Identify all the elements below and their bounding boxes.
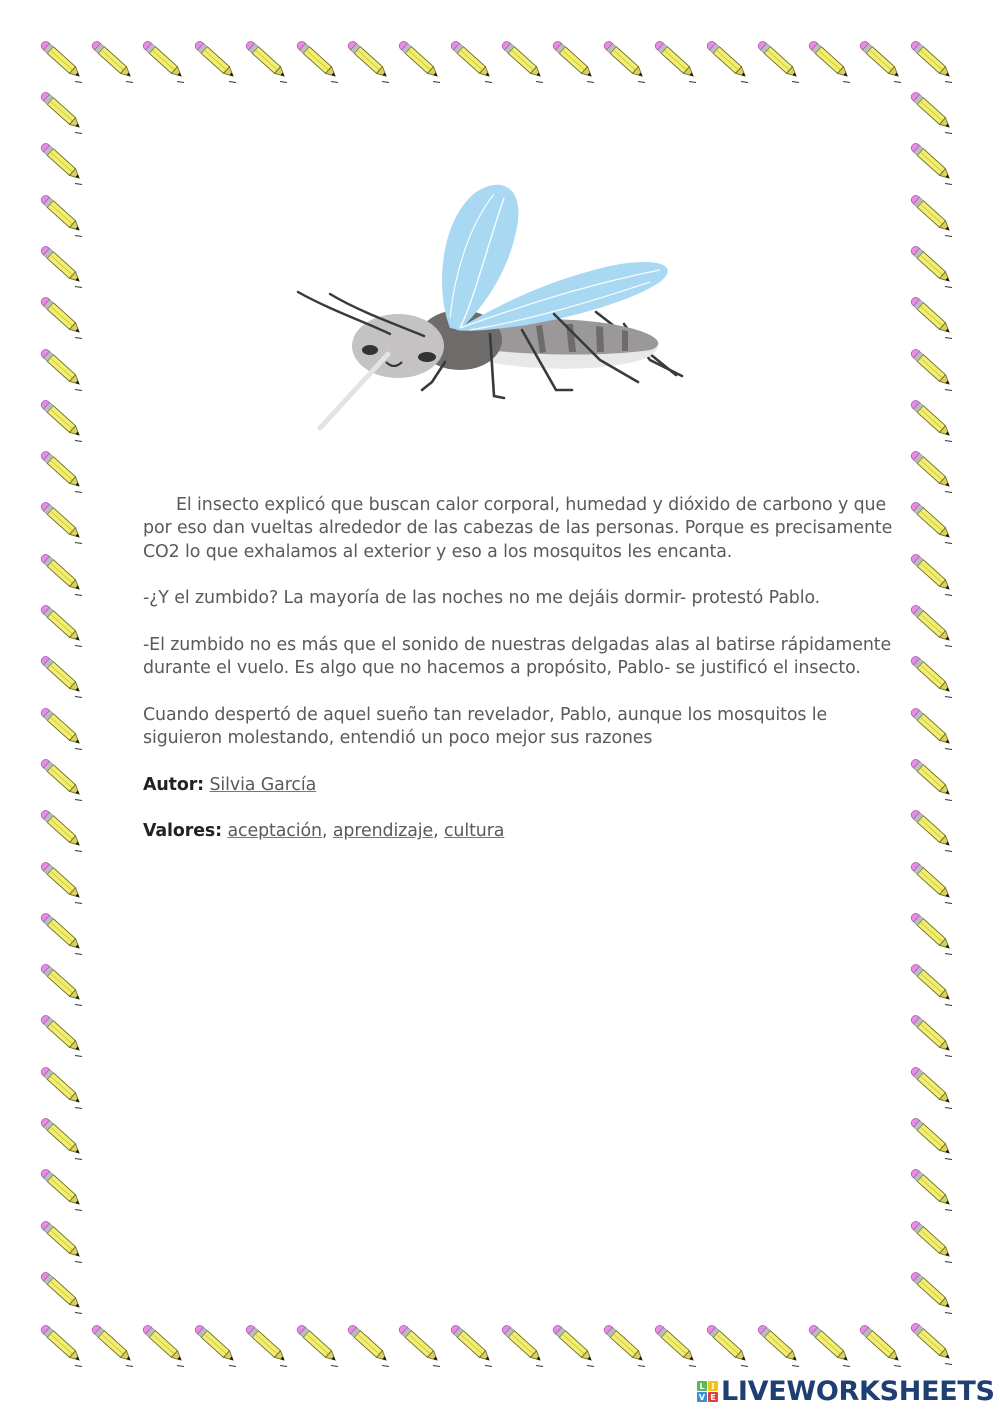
pencil-icon (910, 1168, 958, 1214)
pencil-icon (245, 40, 293, 86)
pencil-icon (654, 1324, 702, 1370)
pencil-icon (398, 40, 446, 86)
pencil-icon (245, 1324, 293, 1370)
pencil-icon (910, 399, 958, 445)
pencil-icon (757, 40, 805, 86)
value-link-aceptacion[interactable]: aceptación (227, 821, 322, 842)
logo-tiles-icon (697, 1381, 718, 1402)
pencil-icon (910, 1220, 958, 1266)
pencil-icon (910, 245, 958, 291)
mosquito-icon (290, 150, 700, 440)
pencil-icon (40, 604, 88, 650)
pencil-icon (910, 707, 958, 753)
pencil-icon (142, 40, 190, 86)
pencil-icon (706, 1324, 754, 1370)
pencil-icon (910, 1322, 958, 1368)
pencil-icon (91, 40, 139, 86)
pencil-icon (859, 1324, 907, 1370)
pencil-icon (910, 348, 958, 394)
pencil-icon (40, 1117, 88, 1163)
pencil-icon (910, 1066, 958, 1112)
pencil-icon (398, 1324, 446, 1370)
pencil-icon (40, 296, 88, 342)
pencil-icon (910, 809, 958, 855)
pencil-icon (142, 1324, 190, 1370)
pencil-icon (552, 1324, 600, 1370)
pencil-icon (40, 1324, 88, 1370)
pencil-icon (40, 707, 88, 753)
pencil-icon (40, 91, 88, 137)
liveworksheets-logo[interactable] (697, 1378, 995, 1405)
pencil-icon (910, 142, 958, 188)
pencil-icon (194, 1324, 242, 1370)
pencil-icon (859, 40, 907, 86)
pencil-icon (757, 1324, 805, 1370)
pencil-icon (910, 861, 958, 907)
pencil-icon (40, 912, 88, 958)
pencil-icon (910, 91, 958, 137)
pencil-icon (194, 40, 242, 86)
pencil-icon (347, 40, 395, 86)
logo-tile: E (708, 1392, 718, 1402)
story-text (143, 494, 903, 867)
pencil-icon (296, 40, 344, 86)
pencil-icon (910, 912, 958, 958)
pencil-icon (40, 553, 88, 599)
pencil-icon (910, 501, 958, 547)
story-paragraph: -El zumbido no es más que el sonido de nuestras delgadas alas al batirse rápidamente durante el vuelo. Es algo que no hacemos a propósito, Pablo- se justificó el insecto. (143, 634, 892, 679)
logo-text: LIVEWORKSHEETS (721, 1376, 995, 1407)
pencil-icon (40, 655, 88, 701)
pencil-icon (40, 1168, 88, 1214)
pencil-icon (910, 194, 958, 240)
values-line (143, 820, 903, 843)
pencil-icon (40, 245, 88, 291)
pencil-icon (40, 194, 88, 240)
pencil-icon (501, 1324, 549, 1370)
author-line (143, 774, 903, 797)
mosquito-illustration (290, 150, 700, 440)
values-separator: , (433, 821, 444, 842)
pencil-icon (910, 604, 958, 650)
pencil-icon (40, 142, 88, 188)
pencil-icon (40, 758, 88, 804)
value-link-aprendizaje[interactable]: aprendizaje (332, 821, 434, 842)
pencil-icon (450, 1324, 498, 1370)
pencil-icon (552, 40, 600, 86)
pencil-icon (910, 1117, 958, 1163)
values-separator: , (321, 821, 333, 842)
pencil-icon (910, 1271, 958, 1317)
pencil-icon (347, 1324, 395, 1370)
pencil-icon (910, 1014, 958, 1060)
pencil-icon (40, 40, 88, 86)
pencil-icon (654, 40, 702, 86)
pencil-icon (91, 1324, 139, 1370)
pencil-icon (40, 1220, 88, 1266)
pencil-icon (501, 40, 549, 86)
pencil-icon (40, 1066, 88, 1112)
pencil-icon (910, 296, 958, 342)
story-paragraph: Cuando despertó de aquel sueño tan revelador, Pablo, aunque los mosquitos le siguieron molestando, entendió un poco mejor sus razones (143, 704, 828, 748)
author-link[interactable]: Silvia García (209, 774, 317, 795)
pencil-icon (40, 963, 88, 1009)
pencil-icon (910, 758, 958, 804)
pencil-icon (296, 1324, 344, 1370)
pencil-icon (603, 40, 651, 86)
story-paragraph: El insecto explicó que buscan calor corporal, humedad y dióxido de carbono y que por eso dan vueltas alrededor de las cabezas de las personas. Porque es precisamente CO2 lo que exhalamos al exterior y eso a los mosquitos les encanta. (143, 495, 893, 562)
pencil-icon (910, 655, 958, 701)
pencil-icon (40, 1271, 88, 1317)
pencil-icon (40, 809, 88, 855)
pencil-icon (40, 1014, 88, 1060)
pencil-icon (910, 553, 958, 599)
logo-tile: V (698, 1392, 706, 1402)
pencil-icon (450, 40, 498, 86)
pencil-icon (40, 348, 88, 394)
values-label: Valores: (143, 821, 223, 842)
pencil-icon (40, 399, 88, 445)
logo-tile: L (697, 1381, 707, 1391)
author-label: Autor: (143, 774, 205, 795)
pencil-icon (910, 963, 958, 1009)
story-paragraph: -¿Y el zumbido? La mayoría de las noches no me dejáis dormir- protestó Pablo. (143, 588, 821, 609)
pencil-icon (910, 40, 958, 86)
pencil-icon (40, 861, 88, 907)
pencil-icon (40, 501, 88, 547)
pencil-icon (706, 40, 754, 86)
pencil-icon (603, 1324, 651, 1370)
value-link-cultura[interactable]: cultura (443, 821, 505, 842)
pencil-icon (808, 1324, 856, 1370)
pencil-icon (910, 450, 958, 496)
pencil-icon (40, 450, 88, 496)
pencil-icon (808, 40, 856, 86)
logo-tile: I (708, 1381, 718, 1391)
